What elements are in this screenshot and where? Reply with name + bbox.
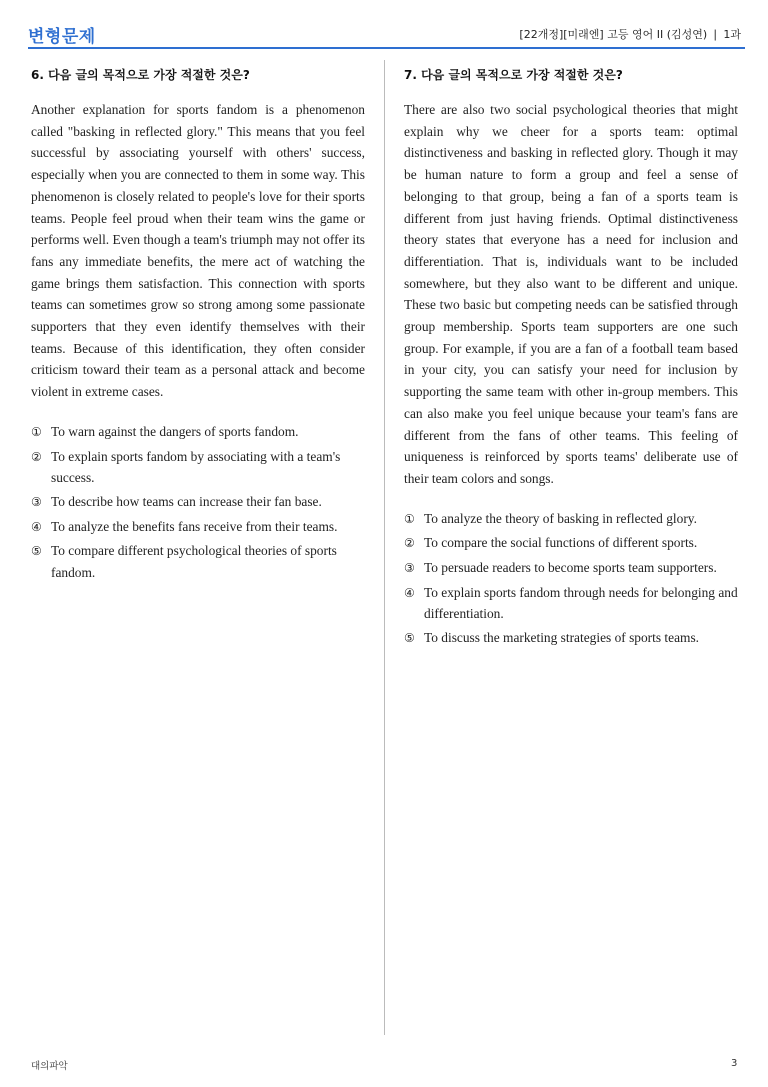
option-5[interactable] bbox=[404, 627, 738, 650]
option-text: To analyze the benefits fans receive from their teams. bbox=[51, 518, 338, 534]
option-number: ① bbox=[404, 511, 415, 526]
option-text: To persuade readers to become sports team supporters. bbox=[424, 560, 717, 576]
page-header bbox=[28, 18, 745, 50]
option-2[interactable] bbox=[404, 532, 738, 555]
option-text: To warn against the dangers of sports fandom. bbox=[51, 423, 299, 439]
footer-section-label: 대의파악 bbox=[31, 1061, 68, 1072]
option-number: ② bbox=[31, 449, 42, 464]
option-number: ② bbox=[404, 536, 415, 551]
option-1[interactable] bbox=[404, 508, 738, 531]
question-7-passage: There are also two social psychological theories that might explain why we cheer for a sports team: optimal distinctiveness and basking in reflected glory. Though it may be human nature to form a group and feel a sense of belonging to that group, being a fan of a sports team is different from just having friends. Optimal distinctiveness theory states that everyone has a need for inclusion and differentiation. That is, individuals want to be included somewhere, but they also want to be different and unique. These two basic but competing needs can be satisfied through group membership. Sports team supporters are one such group. For example, if you are a fan of a football team based in your city, you can satisfy your need for inclusion by supporting the same team with other in-group members. This can also make you feel unique because your team's fans are different from the fans of other teams. This feeling of uniqueness is reinforced by sports teams' deliberate use of their team colors and songs. bbox=[404, 102, 738, 486]
option-text: To analyze the theory of basking in reflected glory. bbox=[424, 510, 697, 526]
question-7-title: 7. 다음 글의 목적으로 가장 적절한 것은? bbox=[404, 68, 623, 82]
option-text: To discuss the marketing strategies of sports teams. bbox=[424, 630, 700, 646]
option-number: ③ bbox=[31, 494, 42, 509]
option-4[interactable] bbox=[404, 582, 738, 625]
option-2[interactable] bbox=[31, 446, 365, 489]
option-number: ③ bbox=[404, 561, 415, 576]
header-course-info: [22개정][미래엔] 고등 영어 II (김성연) ❘ 1과 bbox=[519, 28, 741, 41]
page-number: 3 bbox=[731, 1058, 738, 1069]
option-text: To explain sports fandom through needs for belonging and differentiation. bbox=[424, 584, 738, 622]
question-7-options bbox=[404, 508, 738, 650]
option-text: To compare different psychological theories of sports fandom. bbox=[51, 543, 337, 581]
question-6-passage: Another explanation for sports fandom is a phenomenon called "basking in reflected glory." This means that you feel successful by associating yourself with others' success, especially when you are connected to them in some way. This phenomenon is closely related to people's love for their sports teams. People feel proud when their team wins the game or performs well. Even though a team's triumph may not offer its fans any immediate benefits, the mere act of watching the game brings them satisfaction. This connection with sports teams can sometimes grow so strong among some passionate supporters that they even identify themselves with their teams. Because of this identification, they often consider criticism toward their team as a personal attack and become violent in extreme cases. bbox=[31, 102, 365, 400]
column-divider bbox=[384, 60, 385, 1035]
option-number: ④ bbox=[404, 585, 415, 600]
option-number: ⑤ bbox=[404, 631, 415, 646]
question-6 bbox=[31, 66, 365, 586]
option-1[interactable] bbox=[31, 421, 365, 444]
question-6-title: 6. 다음 글의 목적으로 가장 적절한 것은? bbox=[31, 68, 250, 82]
option-number: ④ bbox=[31, 519, 42, 534]
option-text: To describe how teams can increase their fan base. bbox=[51, 493, 322, 509]
option-4[interactable] bbox=[31, 516, 365, 539]
option-number: ⑤ bbox=[31, 544, 42, 559]
option-5[interactable] bbox=[31, 540, 365, 583]
option-text: To explain sports fandom by associating with a team's success. bbox=[51, 448, 341, 486]
option-3[interactable] bbox=[31, 491, 365, 514]
header-title: 변형문제 bbox=[28, 27, 96, 47]
question-6-options bbox=[31, 421, 365, 584]
option-number: ① bbox=[31, 424, 42, 439]
option-text: To compare the social functions of different sports. bbox=[424, 535, 698, 551]
header-divider bbox=[28, 47, 745, 49]
option-3[interactable] bbox=[404, 557, 738, 580]
question-7 bbox=[404, 66, 738, 652]
